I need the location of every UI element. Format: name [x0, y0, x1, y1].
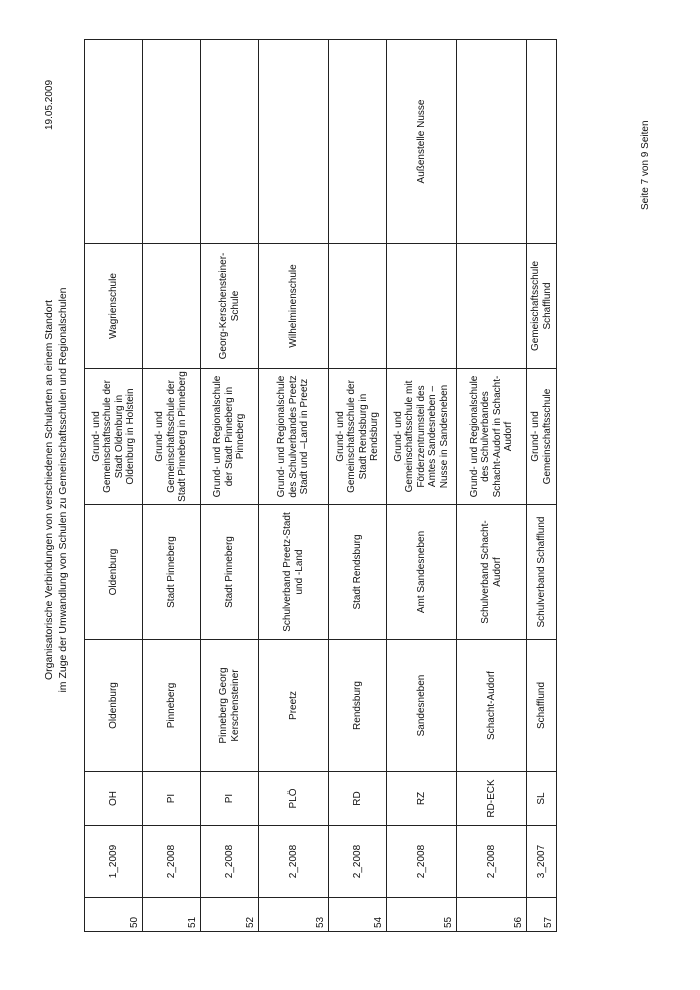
district-cell: RZ [387, 772, 457, 826]
school-cell: Grund- und Regionalschule der Stadt Pinneberg in Pinneberg [201, 369, 259, 505]
authority-cell: Amt Sandesneben [387, 505, 457, 640]
date-cell: 1_2009 [85, 826, 143, 898]
table-row [143, 40, 201, 932]
date-cell: 2_2008 [259, 826, 329, 898]
district-cell: RD-ECK [457, 772, 527, 826]
remark-cell [143, 40, 201, 244]
authority-cell: Schulverband Preetz-Stadt und -Land [259, 505, 329, 640]
table-row [457, 40, 527, 932]
remark-cell [201, 40, 259, 244]
school-cell: Grund- und Gemeinschaftsschule der Stadt Rendsburg in Rendsburg [329, 369, 387, 505]
school-cell: Grund- und Regionalschule des Schulverbandes Preetz Stadt und –Land in Preetz [259, 369, 329, 505]
location-cell: Schacht-Audorf [457, 640, 527, 772]
authority-cell: Stadt Rendsburg [329, 505, 387, 640]
remark-cell [329, 40, 387, 244]
school-cell: Grund- und Regionalschule des Schulverbandes Schacht-Audorf in Schacht-Audorf [457, 369, 527, 505]
authority-cell: Schulverband Schacht-Audorf [457, 505, 527, 640]
document-date: 19.05.2009 [44, 79, 55, 130]
date-cell: 2_2008 [387, 826, 457, 898]
district-cell: PLÖ [259, 772, 329, 826]
date-cell: 2_2008 [201, 826, 259, 898]
title-line-2: im Zuge der Umwandlung von Schulen zu Gemeinschaftsschulen und Regionalschulen [57, 287, 69, 693]
location-cell: Schafflund [527, 640, 557, 772]
remark-cell [259, 40, 329, 244]
table-row [387, 40, 457, 932]
location-cell: Oldenburg [85, 640, 143, 772]
location-cell: Pinneberg [143, 640, 201, 772]
partner-school-cell [387, 244, 457, 369]
date-cell: 2_2008 [329, 826, 387, 898]
table-row [527, 40, 557, 932]
schools-table [84, 39, 557, 932]
table-row [329, 40, 387, 932]
remark-cell [457, 40, 527, 244]
row-number: 52 [201, 898, 259, 932]
school-cell: Grund- und Gemeinschaftsschule der Stadt Pinneberg in Pinneberg [143, 369, 201, 505]
location-cell: Pinneberg Georg Kerschensteiner [201, 640, 259, 772]
remark-cell [527, 40, 557, 244]
location-cell: Rendsburg [329, 640, 387, 772]
table-row [259, 40, 329, 932]
date-cell: 2_2008 [457, 826, 527, 898]
row-number: 53 [259, 898, 329, 932]
partner-school-cell: Wagrienschule [85, 244, 143, 369]
partner-school-cell [329, 244, 387, 369]
partner-school-cell [457, 244, 527, 369]
table-row [85, 40, 143, 932]
location-cell: Preetz [259, 640, 329, 772]
row-number: 50 [85, 898, 143, 932]
row-number: 51 [143, 898, 201, 932]
partner-school-cell: Wilhelminenschule [259, 244, 329, 369]
district-cell: RD [329, 772, 387, 826]
authority-cell: Oldenburg [85, 505, 143, 640]
date-cell: 2_2008 [143, 826, 201, 898]
district-cell: OH [85, 772, 143, 826]
school-cell: Grund- und Gemeinschaftsschule der Stadt Oldenburg in Oldenburg in Holstein [85, 369, 143, 505]
authority-cell: Schulverband Schafflund [527, 505, 557, 640]
title-line-1: Organisatorische Verbindungen von verschiedenen Schularten an einem Standort [43, 300, 55, 680]
authority-cell: Stadt Pinneberg [201, 505, 259, 640]
date-cell: 3_2007 [527, 826, 557, 898]
authority-cell: Stadt Pinneberg [143, 505, 201, 640]
row-number: 55 [387, 898, 457, 932]
remark-cell: Außenstelle Nusse [387, 40, 457, 244]
row-number: 57 [527, 898, 557, 932]
page-footer: Seite 7 von 9 Seiten [640, 120, 651, 210]
school-cell: Grund- und Gemeinschaftsschule mit Förderzentrumsteil des Amtes Sandesneben – Nusse in Sandesneben [387, 369, 457, 505]
partner-school-cell: Gemeischaftsschule Schafflund [527, 244, 557, 369]
partner-school-cell: Georg-Kerschensteiner-Schule [201, 244, 259, 369]
remark-cell [85, 40, 143, 244]
row-number: 54 [329, 898, 387, 932]
district-cell: PI [143, 772, 201, 826]
document-title [42, 140, 70, 840]
partner-school-cell [143, 244, 201, 369]
table-body [85, 40, 557, 932]
table-row [201, 40, 259, 932]
location-cell: Sandesneben [387, 640, 457, 772]
school-cell: Grund- und Gemeinschaftsschule [527, 369, 557, 505]
district-cell: PI [201, 772, 259, 826]
district-cell: SL [527, 772, 557, 826]
row-number: 56 [457, 898, 527, 932]
